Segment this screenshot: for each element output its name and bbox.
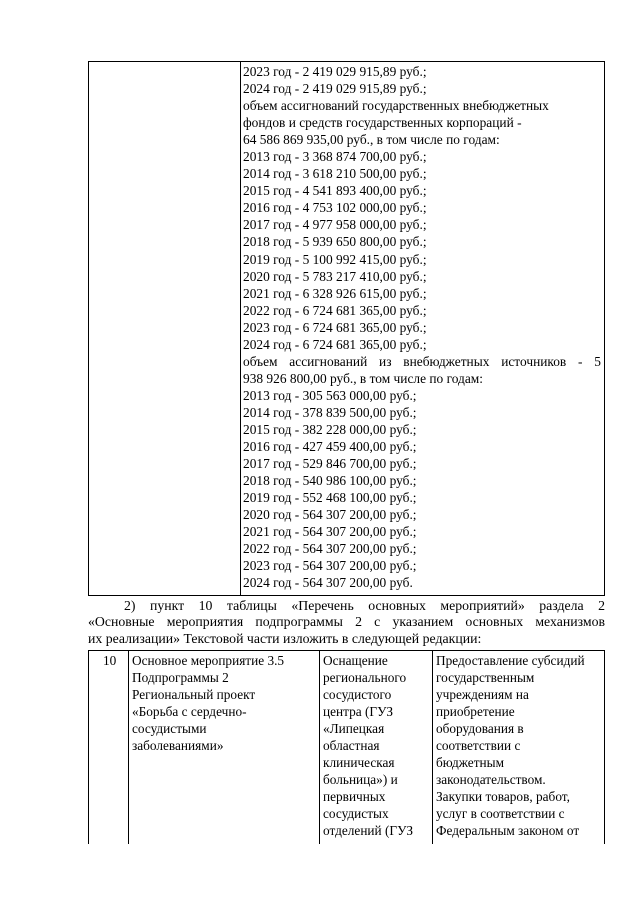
activity-name-line: «Борьба с сердечно-	[132, 704, 247, 719]
activity-object-line: центра (ГУЗ	[323, 704, 393, 719]
funding-cell	[243, 63, 601, 591]
row-number: 10	[103, 653, 117, 668]
funding-line: 2022 год - 6 724 681 365,00 руб.;	[243, 302, 427, 318]
funding-line: 2024 год - 564 307 200,00 руб.	[243, 575, 413, 591]
activity-mechanism-line: Закупки товаров, работ,	[436, 789, 570, 804]
table-column-divider	[240, 62, 241, 595]
funding-line: 938 926 800,00 руб., в том числе по годам:	[243, 370, 483, 386]
funding-line: 2023 год - 564 307 200,00 руб.;	[243, 558, 417, 574]
funding-line: 2024 год - 2 419 029 915,89 руб.;	[243, 81, 427, 97]
activity-mechanism-line: Федеральным законом от	[436, 823, 580, 838]
funding-table	[88, 61, 605, 596]
funding-line: 2024 год - 6 724 681 365,00 руб.;	[243, 336, 427, 352]
funding-line: 2023 год - 6 724 681 365,00 руб.;	[243, 319, 427, 335]
funding-line: 2013 год - 305 563 000,00 руб.;	[243, 387, 417, 403]
activity-object-line: регионального	[323, 670, 407, 685]
paragraph-line: «Основные мероприятия подпрограммы 2 с указанием основных механизмов	[88, 614, 605, 630]
activity-object-line: больница») и	[323, 772, 398, 787]
table-column-divider	[432, 651, 433, 844]
activity-object-line: Оснащение	[323, 653, 388, 668]
funding-line: объем ассигнований государственных внебюджетных	[243, 98, 549, 114]
activity-mechanism-cell	[436, 652, 604, 839]
activity-mechanism-line: соответствии с	[436, 738, 521, 753]
activity-mechanism-line: государственным	[436, 670, 535, 685]
activity-name-line: Основное мероприятие 3.5	[132, 653, 285, 668]
activity-mechanism-line: учреждениям на	[436, 687, 529, 702]
funding-line: 2022 год - 564 307 200,00 руб.;	[243, 541, 417, 557]
activity-object-line: сосудистого	[323, 687, 392, 702]
funding-line: 2018 год - 5 939 650 800,00 руб.;	[243, 234, 427, 250]
funding-line: 2016 год - 4 753 102 000,00 руб.;	[243, 200, 427, 216]
table-column-divider	[128, 651, 129, 844]
paragraph-line: их реализации» Текстовой части изложить в следующей редакции:	[88, 630, 482, 646]
funding-line: 2021 год - 6 328 926 615,00 руб.;	[243, 285, 427, 301]
activity-name-line: заболеваниями»	[132, 738, 224, 753]
funding-line: 2019 год - 552 468 100,00 руб.;	[243, 490, 417, 506]
funding-line: 64 586 869 935,00 руб., в том числе по годам:	[243, 132, 500, 148]
activity-name-cell	[132, 652, 318, 754]
funding-line: объем ассигнований из внебюджетных источников - 5	[243, 353, 601, 369]
paragraph-line: 2) пункт 10 таблицы «Перечень основных мероприятий» раздела 2	[124, 598, 605, 613]
funding-line: 2013 год - 3 368 874 700,00 руб.;	[243, 149, 427, 165]
table-column-divider	[319, 651, 320, 844]
activity-mechanism-line: законодательством.	[436, 772, 546, 787]
activity-object-cell	[323, 652, 431, 839]
activity-object-line: сосудистых	[323, 806, 389, 821]
activity-mechanism-line: оборудования в	[436, 721, 524, 736]
row-number-cell	[103, 652, 127, 669]
activity-name-line: сосудистыми	[132, 721, 207, 736]
funding-line: 2014 год - 378 839 500,00 руб.;	[243, 404, 417, 420]
funding-line: 2014 год - 3 618 210 500,00 руб.;	[243, 166, 427, 182]
funding-line: 2017 год - 529 846 700,00 руб.;	[243, 456, 417, 472]
funding-line: 2016 год - 427 459 400,00 руб.;	[243, 439, 417, 455]
funding-line: 2015 год - 382 228 000,00 руб.;	[243, 421, 417, 437]
amendment-paragraph	[88, 598, 605, 647]
activity-object-line: областная	[323, 738, 380, 753]
funding-line: 2023 год - 2 419 029 915,89 руб.;	[243, 64, 427, 79]
activity-name-line: Региональный проект	[132, 687, 256, 702]
activity-object-line: «Липецкая	[323, 721, 385, 736]
funding-line: 2015 год - 4 541 893 400,00 руб.;	[243, 183, 427, 199]
activity-object-line: первичных	[323, 789, 386, 804]
funding-line: фондов и средств государственных корпораций -	[243, 115, 522, 131]
activity-object-line: клиническая	[323, 755, 395, 770]
activity-object-line: отделений (ГУЗ	[323, 823, 414, 838]
funding-line: 2017 год - 4 977 958 000,00 руб.;	[243, 217, 427, 233]
funding-line: 2019 год - 5 100 992 415,00 руб.;	[243, 251, 427, 267]
funding-line: 2018 год - 540 986 100,00 руб.;	[243, 473, 417, 489]
activity-mechanism-line: услуг в соответствии с	[436, 806, 565, 821]
activity-mechanism-line: бюджетным	[436, 755, 504, 770]
activity-mechanism-line: приобретение	[436, 704, 515, 719]
activity-name-line: Подпрограммы 2	[132, 670, 229, 685]
activity-mechanism-line: Предоставление субсидий	[436, 653, 585, 668]
funding-line: 2021 год - 564 307 200,00 руб.;	[243, 524, 417, 540]
funding-line: 2020 год - 564 307 200,00 руб.;	[243, 507, 417, 523]
activities-table	[88, 650, 605, 844]
funding-line: 2020 год - 5 783 217 410,00 руб.;	[243, 268, 427, 284]
